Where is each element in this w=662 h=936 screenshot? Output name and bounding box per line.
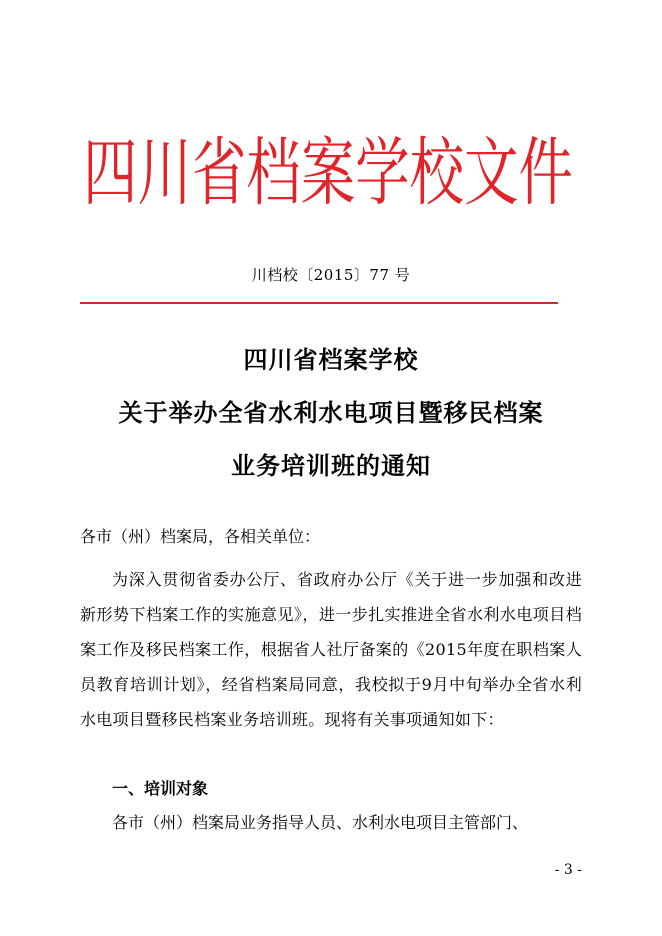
body-paragraph: 为深入贯彻省委办公厅、省政府办公厅《关于进一步加强和改进新形势下档案工作的实施意见》，进一步扎实推进全省水利水电项目档案工作及移民档案工作，根据省人社厅备案的《2015年度在职档案人员教育培训计划》，经省档案局同意，我校拟于9月中旬举办全省水利水电项目暨移民档案业务培训班。现将有关事项通知如下： xyxy=(80,570,582,729)
title-line-2: 关于举办全省水利水电项目暨移民档案 xyxy=(118,399,544,427)
masthead-text: 四川省档案学校文件 xyxy=(83,130,573,216)
masthead-title xyxy=(78,108,578,216)
title-line-3: 业务培训班的通知 xyxy=(231,452,431,480)
section-heading-training-target: 一、培训对象 xyxy=(112,779,209,798)
red-divider xyxy=(80,302,558,304)
page-number: - 3 - xyxy=(554,862,582,878)
section-text-training-target: 各市（州）档案局业务指导人员、水利水电项目主管部门、 xyxy=(112,813,529,832)
document-number: 川档校〔2015〕77 号 xyxy=(251,266,411,284)
salutation: 各市（州）档案局，各相关单位： xyxy=(80,527,321,546)
masthead-graphic xyxy=(78,108,578,216)
title-line-1: 四川省档案学校 xyxy=(243,346,419,374)
